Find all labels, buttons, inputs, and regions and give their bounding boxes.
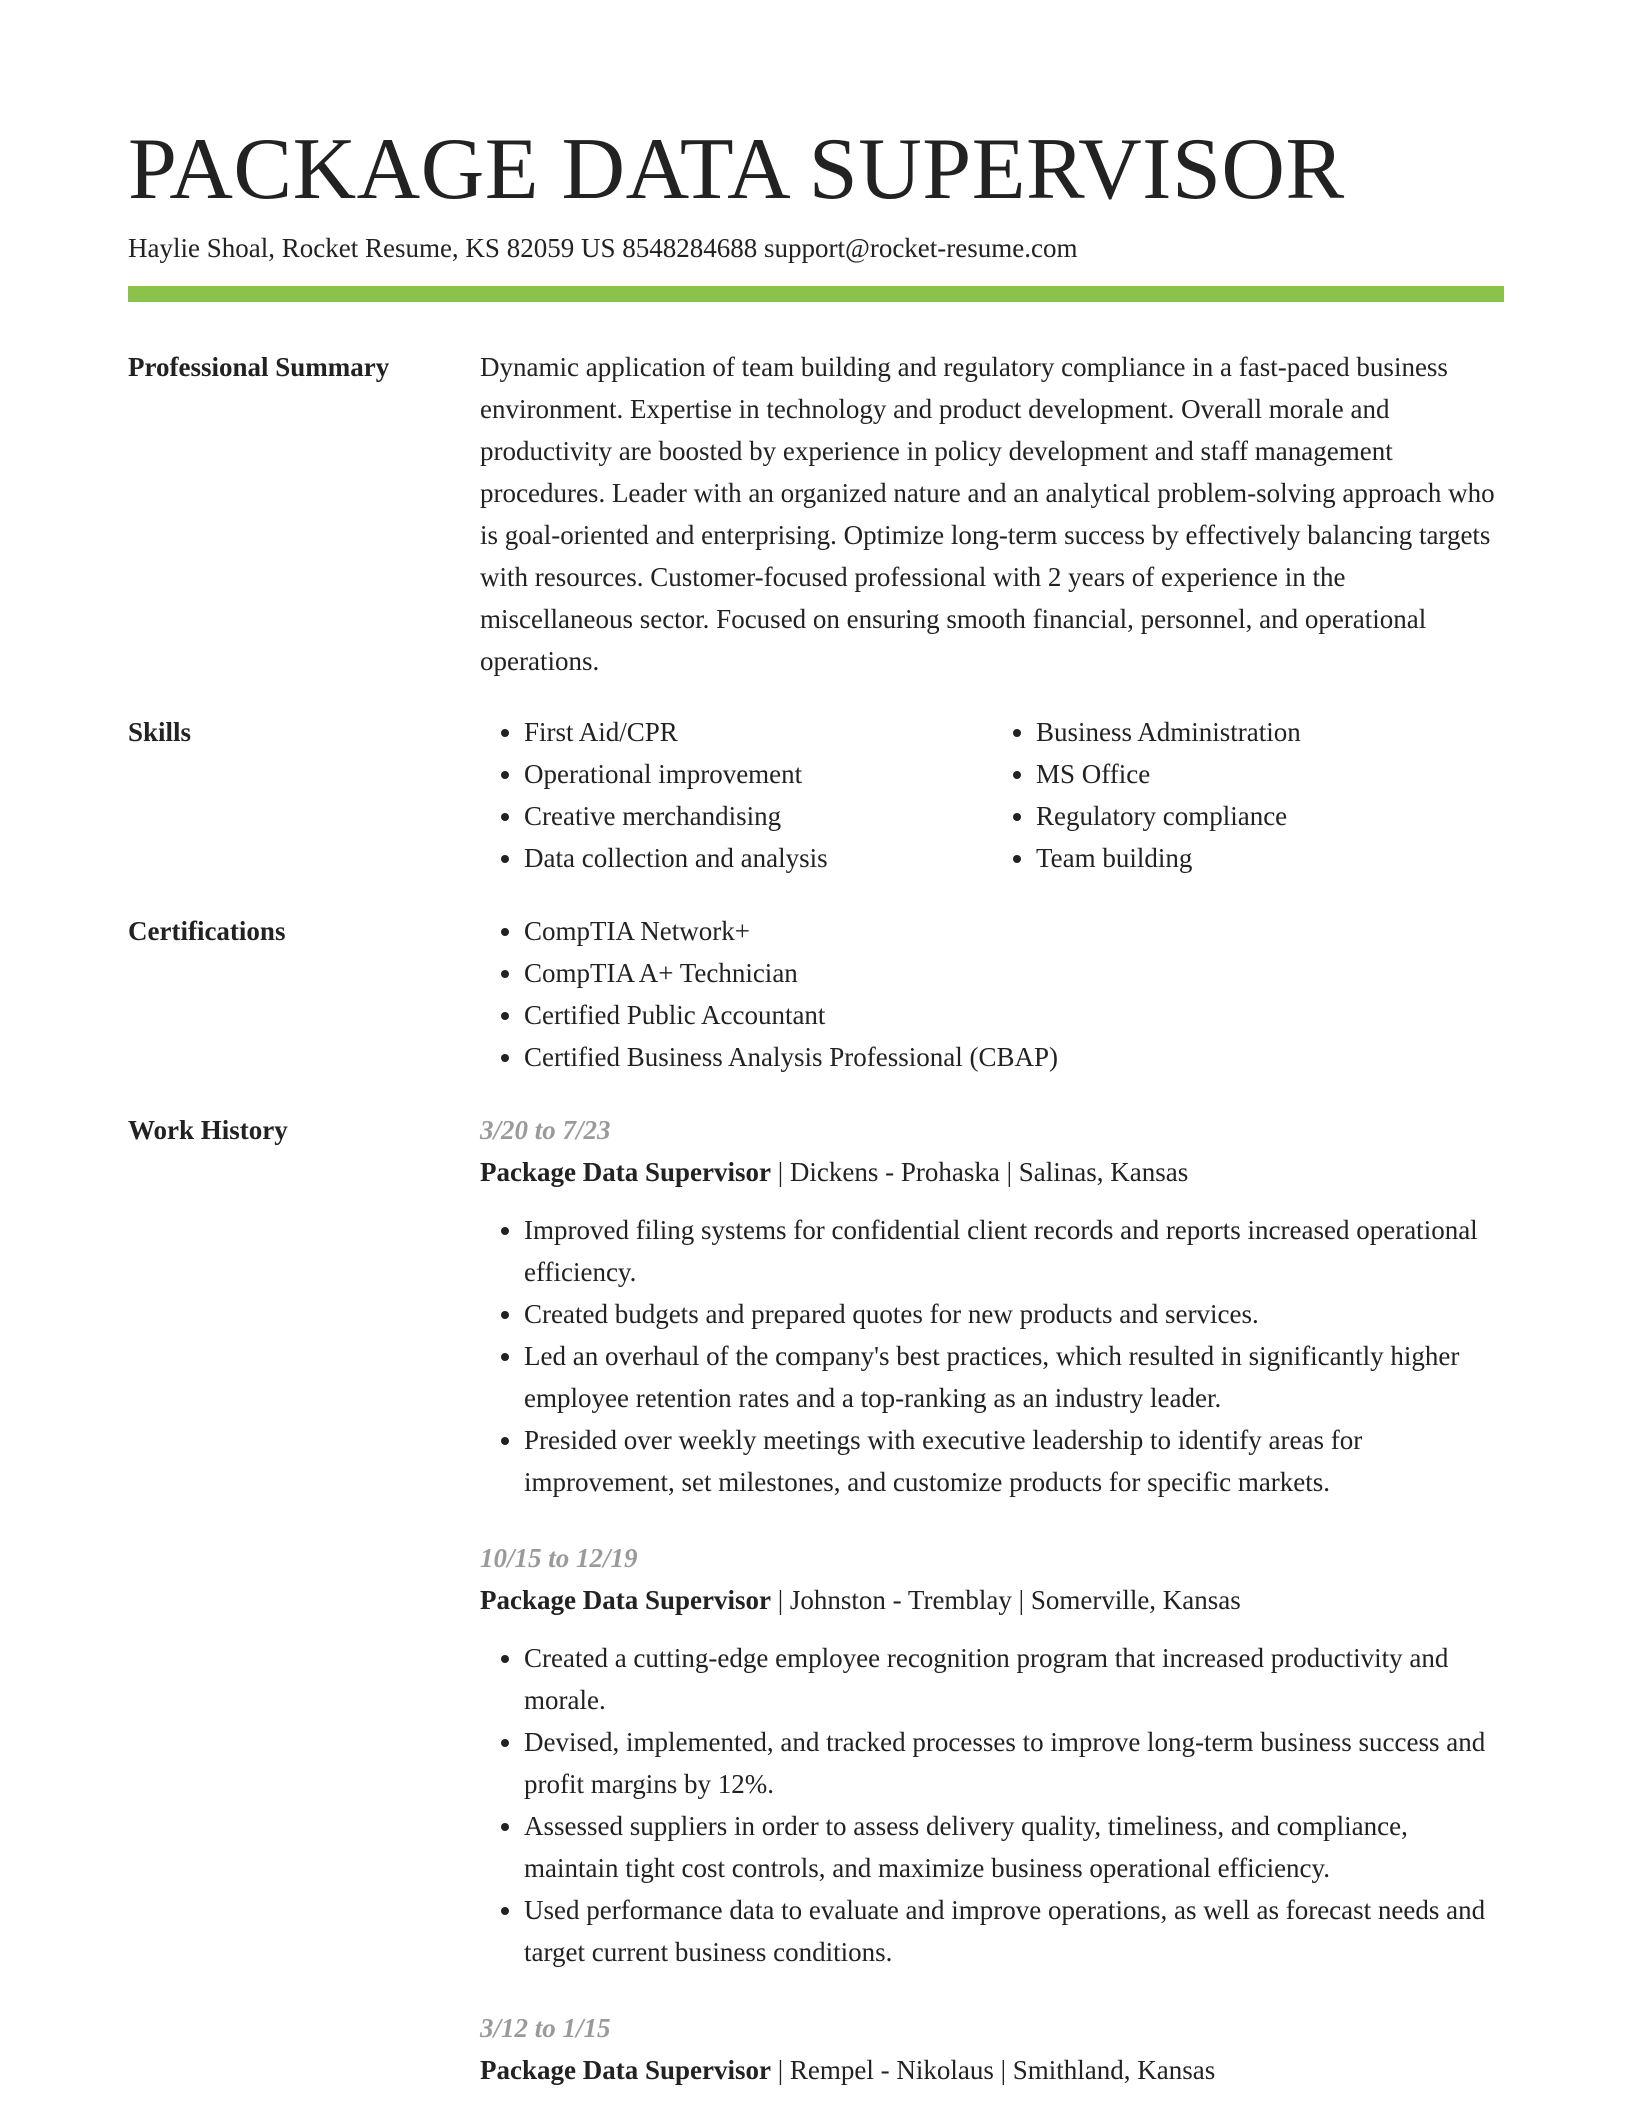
resume-header [128, 120, 1504, 302]
accent-rule [128, 286, 1504, 302]
job-bullets [480, 1637, 1504, 1973]
skills-column-1 [480, 711, 992, 879]
section-label: Skills [128, 717, 192, 747]
job-dates: 10/15 to 12/19 [480, 1543, 638, 1573]
list-item: • MS Office [1036, 753, 1504, 795]
section-body [480, 346, 1504, 682]
list-item: • Led an overhaul of the company's best practices, which resulted in significantly higher employee retention rates and a top-ranking as an industry leader. [524, 1335, 1504, 1419]
list-item: • Certified Public Accountant [524, 994, 1504, 1036]
job-entry [480, 1537, 1504, 1973]
section-label: Professional Summary [128, 352, 390, 382]
job-heading [480, 1151, 1504, 1193]
job-details: | Rempel - Nikolaus | Smithland, Kansas [770, 2055, 1216, 2085]
job-details: | Johnston - Tremblay | Somerville, Kansas [770, 1585, 1241, 1615]
job-dates: 3/12 to 1/15 [480, 2013, 611, 2043]
section-body [480, 1109, 1504, 2091]
job-dates: 3/20 to 7/23 [480, 1115, 611, 1145]
page-title: PACKAGE DATA SUPERVISOR [128, 121, 1345, 218]
section-label: Work History [128, 1115, 288, 1145]
list-item: • Presided over weekly meetings with executive leadership to identify areas for improvement, set milestones, and customize products for specific markets. [524, 1419, 1504, 1503]
job-title: Package Data Supervisor [480, 1157, 771, 1187]
list-item: • Team building [1036, 837, 1504, 879]
job-heading [480, 2049, 1504, 2091]
list-item: • CompTIA Network+ [524, 910, 1504, 952]
job-details: | Dickens - Prohaska | Salinas, Kansas [770, 1157, 1189, 1187]
list-item: • Created a cutting-edge employee recognition program that increased productivity and morale. [524, 1637, 1504, 1721]
list-item: • Regulatory compliance [1036, 795, 1504, 837]
list-item: • Used performance data to evaluate and improve operations, as well as forecast needs and target current business conditions. [524, 1889, 1504, 1973]
list-item: • CompTIA A+ Technician [524, 952, 1504, 994]
job-heading [480, 1579, 1504, 1621]
list-item: • Improved filing systems for confidential client records and reports increased operational efficiency. [524, 1209, 1504, 1293]
list-item: • Assessed suppliers in order to assess delivery quality, timeliness, and compliance, maintain tight cost controls, and maximize business operational efficiency. [524, 1805, 1504, 1889]
list-item: • Data collection and analysis [524, 837, 992, 879]
list-item: • Devised, implemented, and tracked processes to improve long-term business success and profit margins by 12%. [524, 1721, 1504, 1805]
section-label: Certifications [128, 916, 286, 946]
summary-text: Dynamic application of team building and regulatory compliance in a fast-paced business environment. Expertise in technology and product development. Overall morale and productivity are boosted by experience in policy development and staff management procedures. Leader with an organized nature and an analytical problem-solving approach who is goal-oriented and enterprising. Optimize long-term success by effectively balancing targets with resources. Customer-focused professional with 2 years of experience in the miscellaneous sector. Focused on ensuring smooth financial, personnel, and operational operations. [480, 352, 1495, 676]
contact-line: Haylie Shoal, Rocket Resume, KS 82059 US 8548284688 support@rocket-resume.com [128, 233, 1078, 263]
skills-column-2 [992, 711, 1504, 879]
job-title: Package Data Supervisor [480, 1585, 771, 1615]
list-item: • Business Administration [1036, 711, 1504, 753]
skills-grid [480, 711, 1504, 879]
list-item: • Creative merchandising [524, 795, 992, 837]
section-body [480, 910, 1504, 1078]
job-bullets [480, 1209, 1504, 1503]
list-item: • Created budgets and prepared quotes for new products and services. [524, 1293, 1504, 1335]
list-item: • Certified Business Analysis Professional (CBAP) [524, 1036, 1504, 1078]
job-entry [480, 2007, 1504, 2091]
job-entry [480, 1109, 1504, 1503]
list-item: • Operational improvement [524, 753, 992, 795]
list-item: • First Aid/CPR [524, 711, 992, 753]
certifications-list [480, 910, 1504, 1078]
job-title: Package Data Supervisor [480, 2055, 771, 2085]
